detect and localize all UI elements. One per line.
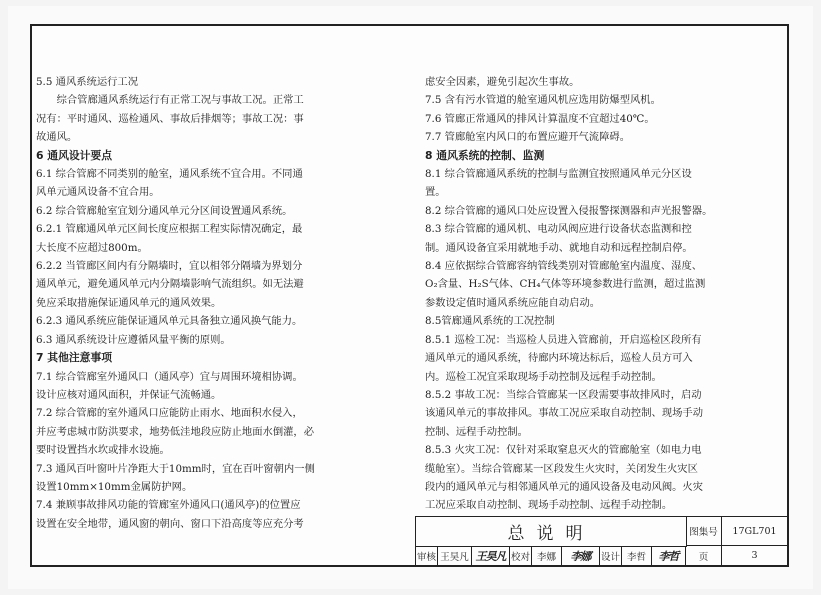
review-label: 审核 [416,546,438,566]
text-line: 7.2 综合管廊的室外通风口应能防止雨水、地面积水侵入， [36,407,303,420]
text-line: 6.2.2 当管廊区间内有分隔墙时，宜以相邻分隔墙为界划分 [36,260,303,273]
text-line: 该通风单元的事故排风。事故工况应采取自动控制、现场手动 [425,407,704,420]
text-line: 要时设置挡水坎或排水设施。 [36,444,170,457]
review-signature: 王昊凡 [472,546,510,566]
text-line: 故通风。 [36,131,78,144]
check-signature: 李娜 [562,546,600,566]
text-line: 工况应采取自动控制、现场手动控制、远程手动控制。 [425,499,673,512]
text-line: 制。通风设备宜采用就地手动、就地自动和远程控制启停。 [425,241,693,254]
text-line: 通风单元的通风系统，待廊内环境达标后，巡检人员方可入 [425,352,693,365]
text-line: O₂含量、H₂S气体、CH₄气体等环境参数进行监测，超过监测 [425,278,706,291]
page-label: 页 [686,546,722,566]
check-name: 李娜 [532,546,562,566]
text-line: 缆舱室）。当综合管廊某一区段发生火灾时，关闭发生火灾区 [425,462,698,475]
text-line: 7.5 含有污水管道的舱室通风机应选用防爆型风机。 [425,94,661,107]
text-line: 况有：平时通风、巡检通风、事故后排烟等；事故工况：事 [36,112,304,125]
section-heading: 6 通风设计要点 [36,148,113,162]
text-line: 6.2.3 通风系统应能保证通风单元具备独立通风换气能力。 [36,315,303,328]
text-line: 7.7 管廊舱室内风口的布置应避开气流障碍。 [425,131,630,144]
text-line: 7.4 兼顾事故排风功能的管廊室外通风口(通风亭)的位置应 [36,499,301,512]
text-line: 7.6 管廊正常通风的排风计算温度不宜超过40℃。 [425,112,655,125]
text-line: 通风单元，避免通风单元内分隔墙影响气流组织。如无法避 [36,278,304,291]
text-line: 7.3 通风百叶窗叶片净距大于10mm时，宜在百叶窗朝内一侧 [36,462,315,475]
text-line: 置。 [425,186,446,199]
text-line: 大长度不应超过800m。 [36,241,148,254]
design-signature: 李哲 [652,546,686,566]
text-line: 虑安全因素，避免引起次生事故。 [425,76,580,88]
text-line: 并应考虑城市防洪要求，地势低洼地段应防止地面水倒灌，必 [36,425,315,438]
design-name: 李哲 [622,546,652,566]
section-heading: 7 其他注意事项 [36,351,113,365]
text-line: 6.1 综合管廊不同类别的舱室，通风系统不宜合用。不同通 [36,168,303,181]
text-line: 6.3 通风系统设计应遵循风量平衡的原则。 [36,333,231,346]
text-line: 6.2.1 管廊通风单元区间长度应根据工程实际情况确定，最 [36,223,303,236]
atlas-number-value: 17GL701 [722,517,788,546]
text-line: 8.5.1 巡检工况：当巡检人员进入管廊前，开启巡检区段所有 [425,333,702,346]
text-line: 8.1 综合管廊通风系统的控制与监测宜按照通风单元分区设 [425,168,692,181]
section-heading: 8 通风系统的控制、监测 [425,148,545,162]
text-line: 设置在安全地带，通风窗的朝向、窗口下沿高度等应充分考 [36,517,304,530]
text-line: 8.5.3 火灾工况：仅针对采取窒息灭火的管廊舱室（如电力电 [425,444,702,457]
text-line: 控制、远程手动控制。 [425,425,528,438]
text-line: 8.4 应依据综合管廊容纳管线类别对管廊舱室内温度、湿度、 [425,260,703,273]
text-line: 8.5管廊通风系统的工况控制 [425,315,555,328]
text-line: 综合管廊通风系统运行有正常工况与事故工况。正常工 [36,94,304,107]
text-line: 7.1 综合管廊室外通风口（通风亭）宜与周围环境相协调。 [36,370,303,383]
text-line: 段内的通风单元与相邻通风单元的通风设备及电动风阀。火灾 [425,480,704,493]
text-line: 8.5.2 事故工况：当综合管廊某一区段需要事故排风时，启动 [425,388,702,401]
text-line: 设置10mm×10mm金属防护网。 [36,480,193,493]
left-text-column [36,73,398,533]
page-number: 3 [722,546,788,566]
text-line: 8.3 综合管廊的通风机、电动风阀应进行设备状态监测和控 [425,223,692,236]
text-line: 风单元通风设备不宜合用。 [36,186,160,199]
text-line: 5.5 通风系统运行工况 [36,76,139,88]
atlas-number-label: 图集号 [686,517,722,546]
review-name: 王昊凡 [438,546,472,566]
text-line: 内。巡检工况宜采取现场手动控制及远程手动控制。 [425,370,662,383]
check-label: 校对 [510,546,532,566]
design-label: 设计 [600,546,622,566]
text-line: 8.2 综合管廊的通风口处应设置入侵报警探测器和声光报警器。 [425,204,713,217]
text-line: 参数设定值时通风系统应能自动启动。 [425,296,601,309]
drawing-title: 总说明 [416,517,687,547]
title-block [415,516,789,567]
text-line: 免应采取措施保证通风单元的通风效果。 [36,296,222,309]
text-line: 6.2 综合管廊舱室宜划分通风单元分区间设置通风系统。 [36,204,293,217]
right-text-column [425,73,787,515]
text-line: 设计应核对通风面积，并保证气流畅通。 [36,388,222,401]
